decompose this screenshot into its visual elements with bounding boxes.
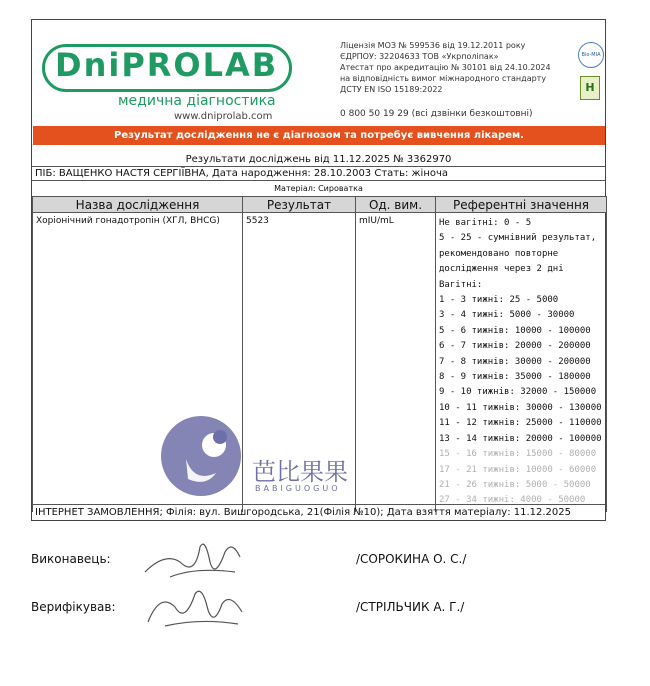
column-header: Результат — [243, 197, 356, 213]
license-line: ЄДРПОУ: 32204633 ТОВ «Укрполіпак» — [340, 52, 499, 61]
report-title: Результати досліджень від 11.12.2025 № 3362970 — [185, 154, 452, 165]
reference-line: 11 - 12 тижнів: 25000 - 110000 — [439, 418, 602, 429]
biomia-badge-icon: Bio-МІА — [578, 42, 604, 68]
executor-label: Виконавець: — [31, 552, 111, 566]
reference-line: 5 - 25 - сумнівний результат, рекомендовано повторне дослідження через 2 дні — [439, 233, 597, 275]
watermark-logo-icon — [158, 413, 244, 499]
reference-line: 6 - 7 тижнів: 20000 - 200000 — [439, 341, 591, 352]
reference-line: 15 - 16 тижнів: 15000 - 80000 — [439, 449, 597, 460]
license-line: ДСТУ EN ISO 15189:2022 — [340, 85, 443, 94]
verifier-label: Верифікував: — [31, 600, 116, 614]
reference-line: Вагітні: — [439, 279, 483, 290]
test-name: Хоріонічний гонадотропін (ХГЛ, BHCG) — [33, 213, 243, 512]
table-header-row — [33, 197, 607, 213]
column-header: Референтні значення — [436, 197, 607, 213]
reference-line: 3 - 4 тижні: 5000 - 30000 — [439, 310, 575, 321]
license-line: Атестат про акредитацію № 30101 від 24.10.2024 — [340, 63, 551, 72]
reference-line: 13 - 14 тижнів: 20000 - 100000 — [439, 433, 602, 444]
reference-line: 9 - 10 тижнів: 32000 - 150000 — [439, 387, 597, 398]
reference-values — [436, 213, 607, 512]
test-unit: mIU/mL — [356, 213, 436, 512]
brand-subtitle: медична діагностика — [118, 93, 276, 109]
test-result: 5523 — [243, 213, 356, 512]
reference-line: 1 - 3 тижні: 25 - 5000 — [439, 295, 559, 306]
license-block — [340, 40, 551, 95]
reference-line: 17 - 21 тижнів: 10000 - 60000 — [439, 464, 597, 475]
reference-line: 8 - 9 тижнів: 35000 - 180000 — [439, 372, 591, 383]
verifier-name: /СТРІЛЬЧИК А. Г./ — [356, 600, 465, 614]
reference-line: 7 - 8 тижнів: 30000 - 200000 — [439, 356, 591, 367]
divider — [32, 180, 605, 181]
column-header: Назва дослідження — [33, 197, 243, 213]
reference-line: 5 - 6 тижнів: 10000 - 100000 — [439, 325, 591, 336]
phone-number: 0 800 50 19 29 (всі дзвінки безкоштовні) — [340, 109, 533, 119]
material-info: Матеріал: Сироватка — [274, 184, 363, 193]
reference-line: 27 - 34 тижні: 4000 - 50000 — [439, 495, 586, 506]
reference-line: 21 - 26 тижнів: 5000 - 50000 — [439, 479, 591, 490]
brand-logo: DniPROLAB — [55, 46, 279, 84]
watermark-text: 芭比果果 — [252, 458, 348, 486]
reference-line: 10 - 11 тижнів: 30000 - 130000 — [439, 402, 602, 413]
license-line: на відповідність вимог міжнародного стандарту — [340, 74, 547, 83]
disclaimer-banner: Результат дослідження не є діагнозом та потребує вивчення лікарем. — [33, 126, 605, 145]
brand-url: www.dniprolab.com — [174, 111, 273, 122]
license-line: Ліцензія МОЗ № 599536 від 19.12.2011 року — [340, 41, 526, 50]
reference-line: Не вагітні: 0 - 5 — [439, 218, 532, 228]
accreditation-badge-icon: Н — [580, 76, 600, 100]
verifier-signature-icon — [140, 582, 250, 632]
patient-info: ПІБ: ВАЩЕНКО НАСТЯ СЕРГІЇВНА, Дата народження: 28.10.2003 Стать: жіноча — [35, 168, 449, 179]
executor-signature-icon — [140, 532, 250, 584]
column-header: Од. вим. — [356, 197, 436, 213]
executor-name: /СОРОКИНА О. С./ — [356, 552, 467, 566]
order-info: ІНТЕРНЕТ ЗАМОВЛЕННЯ; Філія: вул. Вишгородська, 21(Філія №10); Дата взяття матеріалу: 11.12.2025 — [32, 504, 605, 520]
watermark-subtext: BABIGUOGUO — [255, 484, 341, 493]
